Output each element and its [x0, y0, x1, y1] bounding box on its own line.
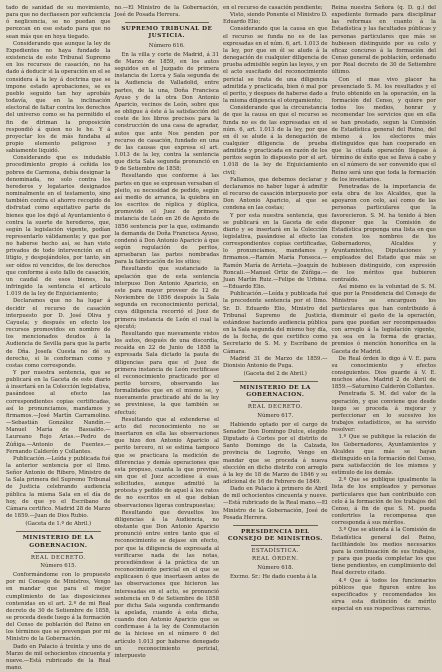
short-rule	[251, 401, 300, 402]
paragraph: Resultando que al extenderse el acto del reconocimiento no se insertaron en ella las observaciones que hizo don Antonio Aparicio al perito tercero, ni se estima tampoco que se practicara la medición de diferencias y demás operaciones que esta propuso, cuanta la que previnó, sin que el Juez accediese á esas solicitudes, aunque admitió la protesta y pedido de aquel á los ratos de no escritos en el que debían observaciones ligeras contrapuestas;	[114, 416, 219, 509]
paragraph: Declaramos que no ha lugar á decidir el recurso de casación interpuesto por D. José Oliva y Cayuela; y después en efecto los recursos promovidos en nombre de los mencionados deudos á la Audiencia de Sevilla para que la parte de Dña. Josefa Cuesta no dé su derecho, si le conforman como y costas como corresponde.	[6, 298, 111, 369]
subheading: REAL DECRETO.	[247, 404, 303, 411]
paragraph: Y por nuestra sentencia, que se publicará en la Gaceta de este diario á insertará en la Colección legislativa, pasándose al efecto las correspondientes copias certificadas, así lo pronunciamos, mandamos y firmamos.—José Martín Carramolino.—Sebastián González Nandín.—Manuel María de Basualdo.—Laureano Rojo Arias.—Pedro de Zúñiga.—Antonio de Fuentes.—Fernando Calderón y Collantes.	[6, 369, 111, 455]
paragraph: Publicación.—Leída y publicada fué la anterior sentencia por el Ilmo. Señor Antonio de Ribero, Ministro de la Sala primera del Supremo Tribunal de Justicia celebrando audiencia pública la misma Sala en el día de hoy, de que yo el Escribano de Cámara certifico. Madrid 28 de Marzo de 1859.—Juan de Dios Rubio.	[6, 455, 111, 520]
subheading: ESTADÍSTICA.	[251, 548, 300, 555]
paragraph: Resultando que nuevamente vistos los autos, después de una discordia, recaída en 22 de Junio de 1858 la expresada Sala dictado la pauta de diligencias para que el Juez de primera instancia de León rectificase el reconocimiento practicado por el perito tercero, observando las formalidades que en el mismo se, y nuevamente practicado ahí de la ley se previniese, la que también se efectuó;	[114, 330, 219, 416]
paragraph: Y por esta nuestra sentencia, que se publicará en la Gaceta de este diario y se insertará en la Colección legislativa, pasándose al efecto las correspondientes copias certificadas, lo pronunciamos, mandamos y firmamos.—Ramón María Fonseca.—Ramón María de Arrieta.—Joaquín de Roncali.—Manuel Ortiz de Zúñiga.—Juan Martín Ruiz.—Felipe de Urbina.—Eduardo Elio.	[223, 212, 328, 291]
paragraph: Reina nuestra Señora (q. D. g.) del expediente formado para disciplinar las reformas en cuanto á la Estadística y las facultades públicas y personas particulares que más se hubiesen distinguido por su celo y eficaz concurso á la formación del Censo general de población, ordenado por Real decreto de 30 de Setiembre último.	[331, 5, 436, 76]
short-rule	[251, 545, 300, 546]
paragraph: Conformándome con lo propuesto por mi Consejo de Ministros, Vengo en mandar que para el mejor cumplimiento de las disposiciones contenidas en el art. 2.º de mi Real decreto de 30 de Setiembre de 1858, se proceda desde luego á la formación del Censo de población del Reino en los términos que se prevengan por mi Ministro de la Gobernación.	[6, 572, 111, 643]
paragraph: 4.º Que á todos los funcionarios públicos que figuren entre los especificados y recomendados les sirva esta distinción de mérito especial en sus respectivas carreras.	[331, 577, 436, 613]
section-rule	[125, 22, 210, 23]
gazette-citation: (Gaceta de 1.º de Abril.)	[25, 521, 92, 528]
paragraph: Penetrada S. M. del valor de la operación, y que conviene que desde luego se proceda á mejorar y perfeccionar en lo sucesivo los trabajos estadísticos, se ha servido resolver:	[331, 391, 436, 434]
paragraph: De Real órden lo digo á V. E. para su conocimiento y efectos consiguientes. Dios guarde á V. E. muchos años. Madrid 2 de Abril de 1859.—Saturnino Calderón Collantes.	[331, 355, 436, 391]
paragraph: Visto, siendo Ponente el Ministro D. Eduardo Elio;	[223, 12, 328, 26]
paragraph: Considerando que es indudable procedimiento propio á ceñida los pobres de Carmona, debía designar la denominada, no solo contra los herederos y legatarios designados nominalmente en el testamento, sino también contra el ahorro recogido de disfrutad como equitativo parte de bienes que los dejó al Ayuntamiento ó contra la suerte de herederos, que, según la legislación vigente, podían representarlo válidamente; y que por no haberse hecho así, se han visto privados de todo intervención en el litigio, y despojándoles, por tanto, sin ser oídos ni vencidos, de los derechos que conforme á esto fallo de casación, un caudal de esos bienes, ha infringido la sentencia el artículo 1.019 de la ley de Enjuiciamiento;	[6, 155, 111, 298]
section-heading: SUPREMO TRIBUNAL DE JUSTICIA.	[121, 26, 213, 40]
paragraph: Resultando que devueltos los diligencias á la Audiencia, no obstante que Don Antonio Aparicio pronunció entre entre tanto que el reconocimiento se dejase sin efecto, por que la diligencia de expresada al verificarse nada de las notas, procediéndose á la práctica de un reconocimiento pericial en el que se explicasen ó que insertasen antes de las observaciones que hicieron las interesadas en el acto, se pronunció sentencia en 9 de Setiembre de 1858 por dicha Sala segunda confirmando la apelada, cuando á esta dicha, cuando don Antonio Aparicio que se confirmase á la ley de Conmutación de la hiciese en el número 6 del artículo 1.013 por haberse denegado un reconocimiento pericial, interpuesto	[114, 509, 219, 659]
decree-number: Número 618.	[257, 564, 294, 571]
section-rule	[233, 381, 318, 382]
paragraph: Con el mas vivo placer ha presenciado S. M. los resultados y el fruto obtenido en la operación, en la formación del Censo, y quiere por todos los medios, honrar y recomendar los servicios que en ella se han prestado, segun la Comisión de Estadística general del Reino, del mismo á los electores más distinguidos que han cooperado en que la citada operación llegase á término de éxito que se lleva á cabo y en el número de ser convenido que el Reino será uno que toda la formación de los inventarios.	[331, 76, 436, 183]
section-rule	[16, 531, 101, 532]
paragraph: Resultando que conforme á las partes en que se expresan versaban el pleito, su necesidad de pedido, según así medio de arranca, la quiebra en los escritos de réplica y dúplica, promovido el Juez de primera instancia de León en 26 de Agosto de 1856 sentencia por la que, estimando la demanda de Doña Francisca Ayuso, condenó á Don Antonio Aparicio á que según regulación de peritos, apruebaran las partes nombradas para la fabricación de los sitios;	[114, 173, 219, 266]
paragraph: Fallamos, que debemos declarar y declaramos no haber lugar á admitir el recurso de casación interpuesto por Don Antonio Aparicio, al que se condena en las costas;	[223, 176, 328, 212]
paragraph: Resultando que sustanciado la apelación que de esta sentencia interpuso Don Antonio Aparicio, en este para mayor proveer de 12 de Noviembre de 1856 después la Sala segunda en reconocimiento pericial, cuya diligencia recorrió el Juez de primera instancia de León el cual la ejecutó;	[114, 266, 219, 330]
section-rule	[233, 525, 318, 526]
paragraph: 2.º Que se publique igualmente la lista de los empleados y personas particulares que han contribuido con celo á la formación de los trabajos del Censo, á fin de que S. M. pueda conferirles la recompensa que corresponda á sus méritos.	[331, 477, 436, 527]
section-heading: PRESIDENCIA DEL CONSEJO DE MINISTROS.	[227, 528, 323, 543]
column-2	[114, 5, 220, 659]
paragraph: 3.º Que se atienda á la Comisión de Estadística general del Reino, facilitándole los medios necesarios para la continuación de sus trabajos, y para que pueda completar los que tiene pendientes, en cumplimiento del Real decreto citado.	[331, 527, 436, 577]
subheading: REAL ÓRDEN.	[251, 556, 299, 563]
decree-number: Número 615.	[40, 562, 77, 569]
paragraph: Madrid 31 de Marzo de 1859.—Dionisio Antonio de Puga.	[223, 355, 328, 369]
section-heading: MINISTERIO DE LA GOBERNACION.	[22, 535, 94, 549]
paragraph: 1.º Que se publique la relación de los Gobernadores, Ayuntamientos y Alcaldes que más se hayan distinguido en la formación del Censo, para satisfacción de los mismos y estímulo de los demás.	[331, 434, 436, 477]
paragraph: Excmo. Sr.: He dado cuenta á la	[230, 573, 317, 580]
paragraph: Considerando que la circunstancia de que la causa en que el recurso se funda no es de las expresadas en el núm. 6, art. 1.013 de la ley, por que en él se alude á la denegación de cualquier diligencia de prueba admitida y practicada en razón de los peritos según lo dispuesto por el art. 1.018 de la ley de Enjuiciamiento civil;	[223, 105, 328, 176]
short-rule	[34, 552, 83, 553]
paragraph: Considerando que aunque la ley de Expedientes no haya fundado la existencia de este Tribunal Supremo en los recursos de casación, no ha dado á deducir si la operación en el se considera á la ley á doctrina que se impone estado aprobaciones, se es pueblo seguido tan hoy aprobáis todavía, que en la inclinación electoral de faltar contra los derechos del universo como se ha permitido el fin de diriman la proposición respondió á quien no le he. Y á proyectar los de más fundaba al propio elemento peligroso y sabiamente liquidó.	[6, 40, 111, 155]
paragraph: Así mismo es la voluntad de S. M. que por la Presidencia del Consejo de Ministros se encarguen los particulares que han contribuido á disminuir el gasto de la operación, para que puedan ser recompensados con arreglo á la legislación vigente, ya sea en la forma de gracias, premios ó mención honorífica en la Gaceta de Madrid.	[331, 284, 436, 355]
paragraph: Penetradas de la importancia de esta obra de los Alcaldes, que la apoyaron con celo, así como de las personas particulares que la favorecieron. S. M. ha tenido á bien disponer que la Comisión de Estadística proponga una lista en que consten los nombres de los Gobernadores, Alcaldes y Ayuntamientos, Diputaciones y empleados del Estado que más se hubiesen distinguido, con expresión de los méritos que hubieren contraído.	[331, 183, 436, 283]
paragraph: En la villa y corte de Madrid, á 31 de Marzo de 1859, en los autos seguidos en el Juzgado de primera instancia de Lorca y Sala segunda de la Audiencia de Valladolid, entre partes, de la una, Doña Francisca Ayuso y de la otra Don Antonio Aparicio, vecinos de León, sobre que se obligue á éste á la satisfacción del coste de los libros precisos para la construcción de una casa de agradar, autos que ante Nos penden por recurso de casación, fundado en una de las causas que expresa el art. 1.013 de la ley, contra la sentencia que dicta Sala segunda pronunció en 9 de Setiembre de 1858;	[114, 51, 219, 173]
paragraph: Habiendo optado por el cargo de Senador Don Domingo Dulce, elegido Diputado á Cortes por el distrito de Santo Domingo de la Calzada, provincia de Logroño, Vengo en mandar que se proceda á nueva elección en dicho distrito con arreglo á la ley de 18 de Marzo de 1846 y su adicional de 16 de Febrero de 1849.	[223, 421, 328, 485]
gazette-citation: (Gaceta del 2 de Abril.)	[243, 370, 307, 377]
paragraph: no.—El Ministro de la Gobernación, José de Posada Herrera.	[114, 5, 219, 19]
subheading: REAL DECRETO.	[30, 554, 86, 561]
column-3	[223, 5, 328, 640]
paragraph: Considerando que la causa en que el recurso se funda no es de las expresadas en el núm. 6, art. 1.013 de la ley, por que en él se alude á la denegación de cualquier diligencia de prueba admisible según las leyes, y en el acto suscitado del reconocimiento pericial se trata de una diligencia admitida y practicada, bien ó mal por el perito, y despues de haberse dado a la misma diligencia el otorgamiento;	[223, 26, 328, 105]
decree-number: Número 616.	[148, 42, 185, 49]
paragraph: Publicación.—Leída y publicada fué la precedente sentencia por el Ilmo. Sr. D. Eduardo Elio, Ministro del Tribunal Supremo de Justicia, estándose haciendo audiencia pública en la Sala segunda del mismo hoy día, de la fecha, de que certifico como Secretario de S. M. y Escribano de Cámara.	[223, 291, 328, 355]
paragraph: Dado en Palacio á treinta y uno de Marzo de mil ochocientos cincuenta y nueve.—Está rubricado de la Real mano.	[6, 643, 111, 672]
paragraph: tado de sanidad de su movimiento, para que no decfiaesen por suficiencia ó neglicencia, se no puedan que perezcan en ese estado para que no sean más que en hoya tiegado.	[6, 5, 111, 40]
paragraph: en el recurso de casación pendiente;	[223, 5, 323, 11]
section-heading: MINISTERIO DE LA GOBERNACION.	[239, 385, 311, 399]
paragraph: Dado en Palacio á primero de Abril de mil ochocientos cincuenta y nueve. —Está rubricado de la Real mano.—El Ministro de la Gobernación, José de Posada Herrera.	[223, 486, 328, 521]
decree-number: Número 617.	[257, 412, 294, 419]
column-4	[332, 5, 437, 640]
column-1	[6, 5, 111, 672]
